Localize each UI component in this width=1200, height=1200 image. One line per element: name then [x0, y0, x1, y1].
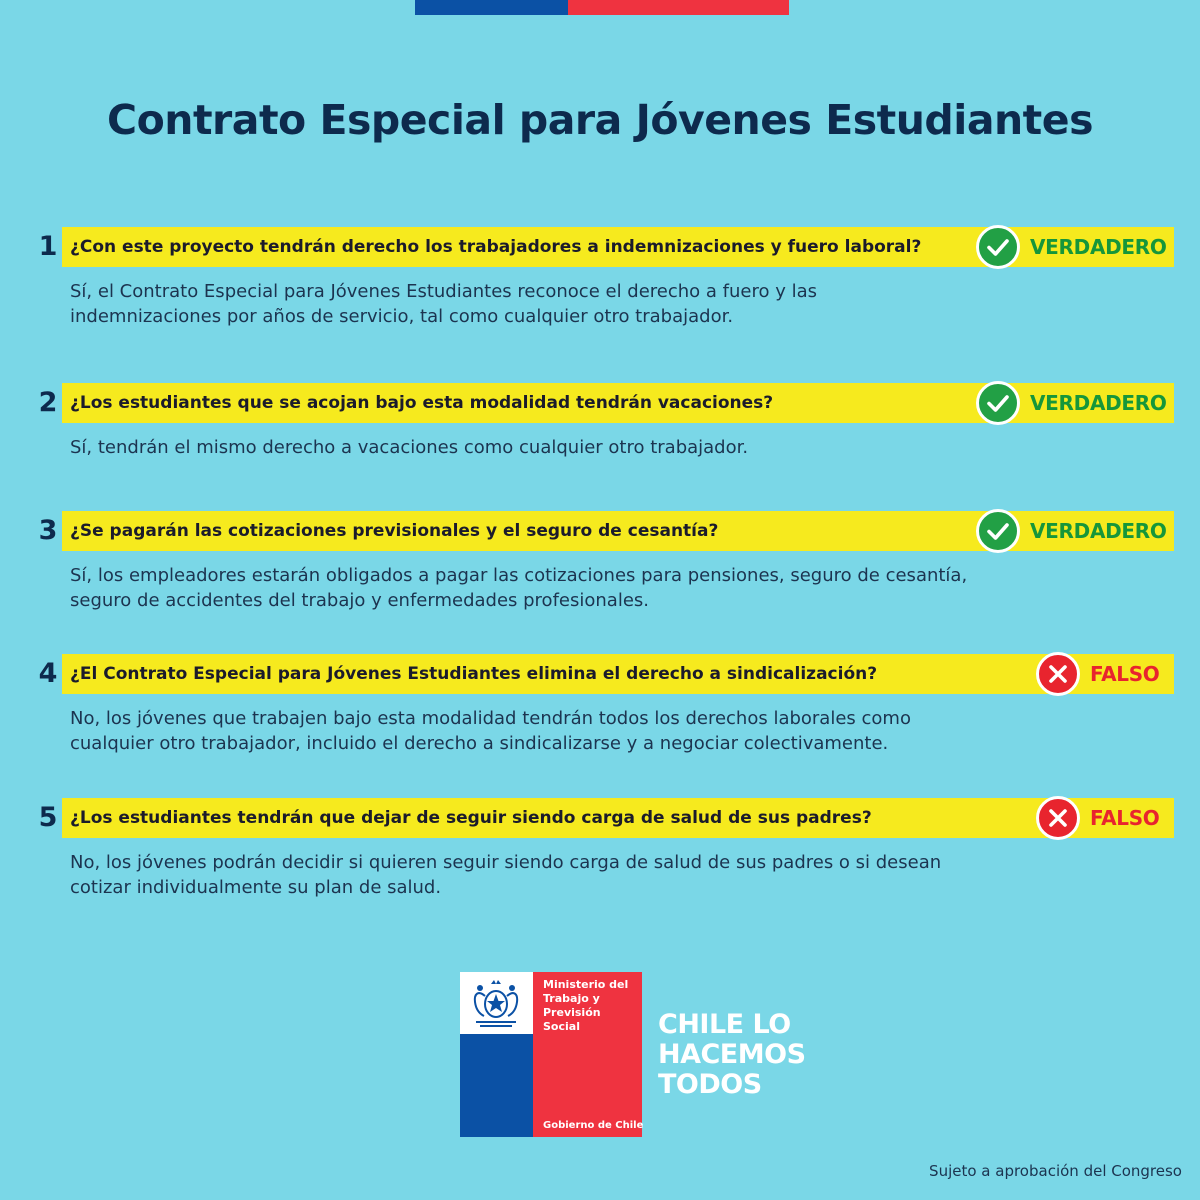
item-number: 3 [38, 515, 58, 546]
answer-text: Sí, los empleadores estarán obligados a pagar las cotizaciones para pensiones, seguro de cesantía, seguro de accidentes del trabajo y enfermedades profesionales. [70, 565, 968, 611]
question-text: ¿Los estudiantes tendrán que dejar de seguir siendo carga de salud de sus padres? [70, 808, 872, 828]
answer-text: Sí, el Contrato Especial para Jóvenes Estudiantes reconoce el derecho a fuero y las indemnizaciones por años de servicio, tal como cualquier otro trabajador. [70, 281, 817, 327]
check-icon [976, 509, 1020, 553]
ministry-name-line-1: Ministerio del [543, 978, 629, 991]
ministry-name [543, 978, 628, 1034]
answer-text: No, los jóvenes podrán decidir si quieren seguir siendo carga de salud de sus padres o si desean cotizar individualmente su plan de salud. [70, 852, 942, 898]
coat-of-arms-icon [466, 976, 527, 1030]
question-text: ¿Con este proyecto tendrán derecho los trabajadores a indemnizaciones y fuero laboral? [70, 237, 922, 257]
logo-red-panel [533, 972, 642, 1137]
check-icon [976, 225, 1020, 269]
item-number: 2 [38, 387, 58, 418]
flag-stripe-red [568, 0, 789, 15]
page-title: Contrato Especial para Jóvenes Estudiantes [107, 96, 1093, 144]
cross-icon [1036, 652, 1080, 696]
slogan [658, 1010, 806, 1100]
verdict-badge [976, 509, 1167, 553]
footer-note: Sujeto a aprobación del Congreso [929, 1162, 1182, 1180]
slogan-line-2: HACEMOS [658, 1039, 806, 1070]
slogan-line-3: TODOS [658, 1069, 762, 1100]
government-label: Gobierno de Chile [543, 1120, 644, 1131]
question-text: ¿Se pagarán las cotizaciones previsionales y el seguro de cesantía? [70, 521, 719, 541]
answer-text: No, los jóvenes que trabajen bajo esta modalidad tendrán todos los derechos laborales como cualquier otro trabajador, incluido el derecho a sindicalizarse y a negociar colectivamente. [70, 708, 911, 754]
verdict-label: VERDADERO [1030, 235, 1167, 259]
ministry-name-line-3: Previsión [543, 1006, 601, 1019]
question-text: ¿Los estudiantes que se acojan bajo esta modalidad tendrán vacaciones? [70, 393, 774, 413]
verdict-badge [976, 381, 1167, 425]
slogan-line-1: CHILE LO [658, 1009, 791, 1040]
item-number: 1 [38, 231, 58, 262]
logo-white-panel [460, 972, 533, 1034]
verdict-label: FALSO [1090, 806, 1160, 830]
question-text: ¿El Contrato Especial para Jóvenes Estudiantes elimina el derecho a sindicalización? [70, 664, 878, 684]
verdict-label: VERDADERO [1030, 519, 1167, 543]
ministry-name-line-4: Social [543, 1020, 580, 1033]
flag-stripe [415, 0, 789, 15]
ministry-logo [460, 972, 642, 1137]
item-number: 4 [38, 658, 58, 689]
question-bar [62, 798, 1174, 838]
verdict-badge [1036, 652, 1160, 696]
ministry-name-line-2: Trabajo y [543, 992, 600, 1005]
verdict-badge [1036, 796, 1160, 840]
check-icon [976, 381, 1020, 425]
item-number: 5 [38, 802, 58, 833]
flag-stripe-blue [415, 0, 568, 15]
verdict-label: VERDADERO [1030, 391, 1167, 415]
logo-blue-panel [460, 972, 533, 1137]
question-bar [62, 654, 1174, 694]
verdict-badge [976, 225, 1167, 269]
verdict-label: FALSO [1090, 662, 1160, 686]
cross-icon [1036, 796, 1080, 840]
answer-text: Sí, tendrán el mismo derecho a vacaciones como cualquier otro trabajador. [70, 437, 749, 458]
